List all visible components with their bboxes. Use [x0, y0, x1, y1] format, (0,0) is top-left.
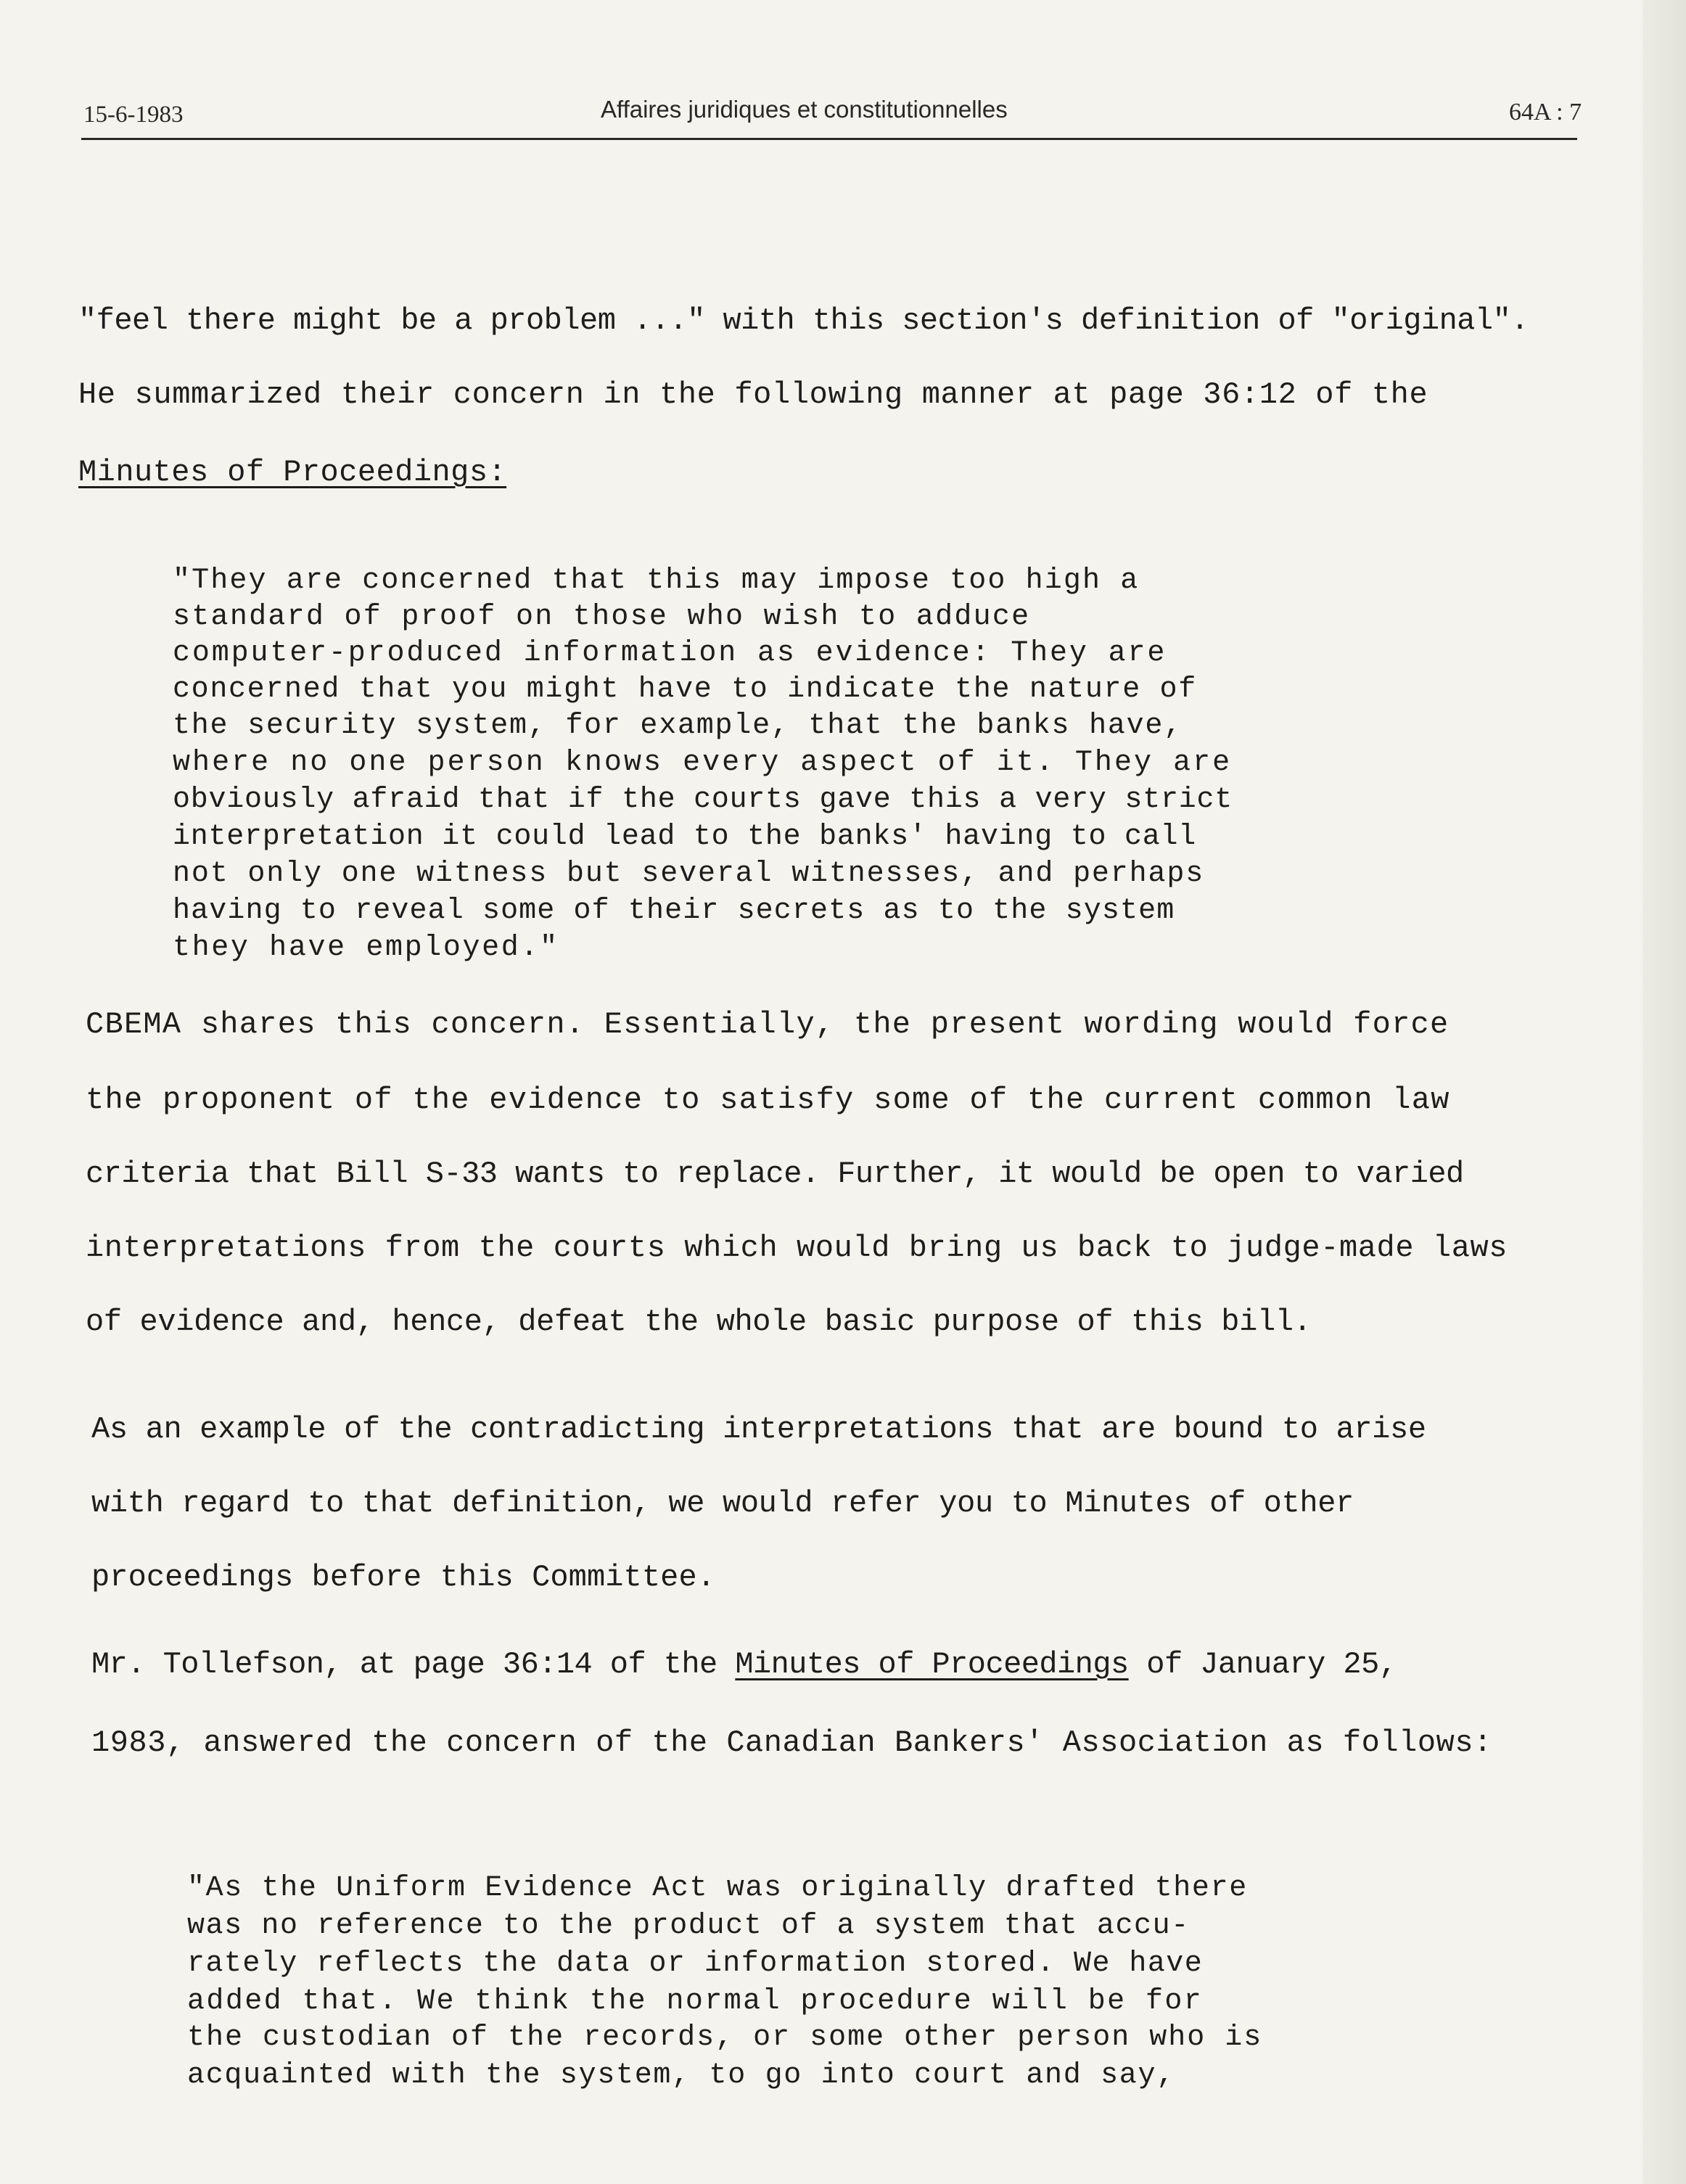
quote-line: standard of proof on those who wish to adduce	[173, 601, 1031, 633]
header-page-number: 64A : 7	[1509, 99, 1582, 126]
quote-line: concerned that you might have to indicate the nature of	[173, 673, 1197, 706]
body-line: of evidence and, hence, defeat the whole basic purpose of this bill.	[86, 1305, 1312, 1339]
body-line: As an example of the contradicting interpretations that are bound to arise	[91, 1412, 1426, 1447]
quote-line: "They are concerned that this may impose too high a	[173, 565, 1140, 597]
page-header	[0, 0, 1686, 145]
body-line tollefson-line	[91, 1647, 1397, 1682]
tollefson-date: of January 25,	[1128, 1647, 1397, 1682]
quote-line: where no one person knows every aspect of it. They are	[173, 747, 1233, 779]
quote-line: interpretation it could lead to the banks' having to call	[173, 821, 1196, 853]
quote-line: obviously afraid that if the courts gave this a very strict	[173, 784, 1233, 816]
quote-line: computer-produced information as evidence: They are	[173, 637, 1167, 670]
quote-line: acquainted with the system, to go into court and say,	[187, 2059, 1175, 2092]
quote-line: the security system, for example, that the banks have,	[173, 710, 1183, 742]
minutes-of-proceedings-heading: Minutes of Proceedings:	[78, 455, 507, 490]
body-line: criteria that Bill S-33 wants to replace. Further, it would be open to varied	[86, 1157, 1464, 1191]
quote-line: not only one witness but several witnesses, and perhaps	[173, 858, 1205, 890]
tollefson-lead: Mr. Tollefson, at page 36:14 of the	[91, 1647, 736, 1682]
header-title: Affaires juridiques et constitutionnelles	[601, 96, 1008, 123]
body-line: the proponent of the evidence to satisfy some of the current common law	[86, 1083, 1450, 1117]
quote-line: the custodian of the records, or some other person who is	[187, 2021, 1263, 2054]
header-rule	[81, 138, 1577, 140]
minutes-of-proceedings-ref: Minutes of Proceedings	[735, 1647, 1129, 1682]
quote-line: "As the Uniform Evidence Act was originally drafted there	[187, 1872, 1248, 1905]
quote-line: having to reveal some of their secrets as to the system	[173, 895, 1175, 927]
body-line: He summarized their concern in the following manner at page 36:12 of the	[78, 377, 1428, 412]
body-line: proceedings before this Committee.	[91, 1560, 716, 1595]
body-line: "feel there might be a problem ..." with this section's definition of "original".	[78, 303, 1529, 338]
header-date: 15-6-1983	[83, 102, 184, 128]
quote-line: added that. We think the normal procedure will be for	[187, 1985, 1204, 2018]
quote-line: rately reflects the data or information stored. We have	[187, 1947, 1204, 1980]
quote-line: they have employed."	[173, 932, 559, 964]
body-line: 1983, answered the concern of the Canadian Bankers' Association as follows:	[91, 1725, 1492, 1760]
body-line: CBEMA shares this concern. Essentially, the present wording would force	[86, 1007, 1449, 1042]
quote-line: was no reference to the product of a system that accu-	[187, 1910, 1190, 1942]
body-line: with regard to that definition, we would refer you to Minutes of other	[91, 1486, 1354, 1521]
page-edge	[1642, 0, 1686, 2184]
body-line: interpretations from the courts which would bring us back to judge-made laws	[86, 1231, 1508, 1265]
